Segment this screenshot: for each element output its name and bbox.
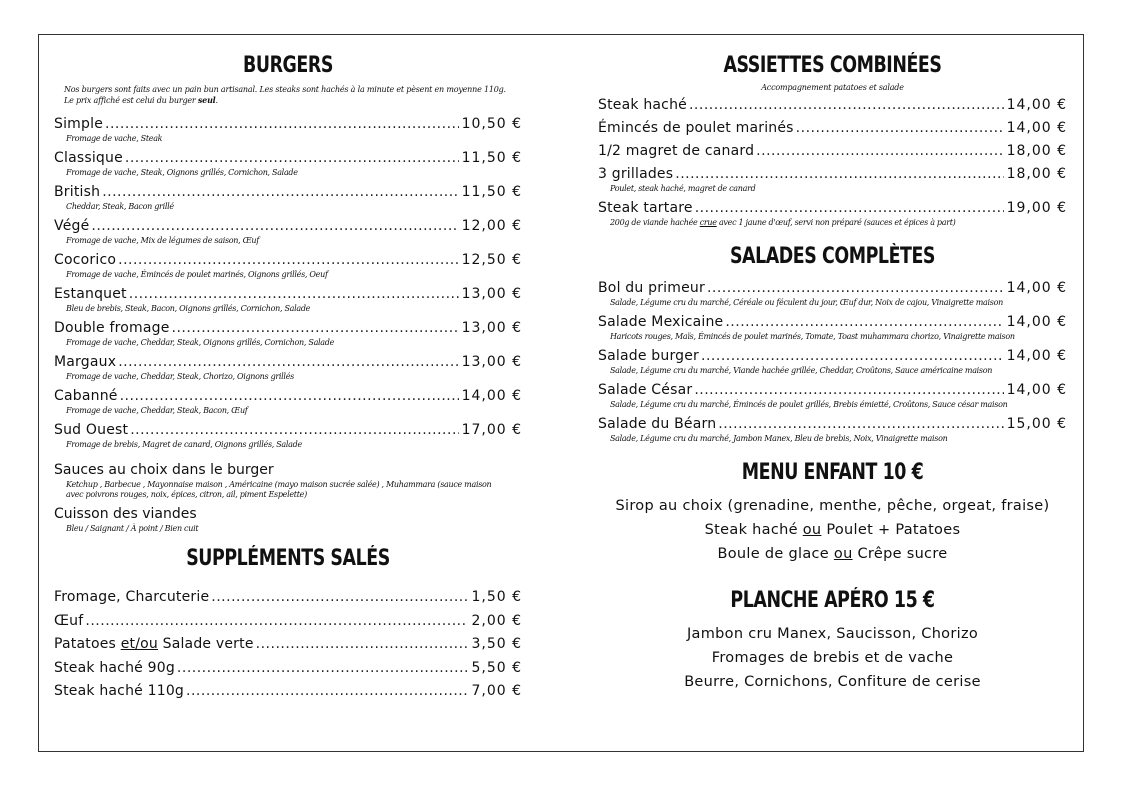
burger-price: 12,00 € xyxy=(461,218,522,234)
menu-enfant-heading: MENU ENFANT 10 € xyxy=(741,460,924,485)
burger-price: 12,50 € xyxy=(461,252,522,268)
burger-desc: Fromage de brebis, Magret de canard, Oignons grillés, Salade xyxy=(66,440,302,449)
salade-item: Salade burger ..... 14,00 € Salade, Légume cru du marché, Viande hachée grillée, Cheddar, Croûtons, Sauce américaine maison xyxy=(598,346,1067,376)
burger-item xyxy=(54,114,522,144)
salade-item: Salade César ..... 14,00 € Salade, Légume cru du marché, Émincés de poulet grillés, Brebis émietté, Croûtons, Sauce césar maison xyxy=(598,380,1067,410)
burger-desc: Bleu de brebis, Steak, Bacon, Oignons grillés, Cornichon, Salade xyxy=(66,304,311,313)
burger-name: Double fromage xyxy=(54,320,170,336)
burger-item xyxy=(54,250,522,280)
assiette-item: 1/2 magret de canard ..... 18,00 € xyxy=(598,141,1067,161)
burger-item xyxy=(54,284,522,314)
burger-price: 11,50 € xyxy=(461,150,522,166)
enfant-line-3: Boule de glace ou Crêpe sucre xyxy=(717,546,948,562)
burger-name: Estanquet xyxy=(54,286,127,302)
burgers-intro: Nos burgers sont faits avec un pain bun artisanal. Les steaks sont hachés à la minute et pèsent en moyenne 110g. Le prix affiché est celui du burger seul. xyxy=(64,85,506,105)
burger-desc: Fromage de vache, Cheddar, Steak, Oignons grillés, Cornichon, Salade xyxy=(66,338,335,347)
burger-price: 14,00 € xyxy=(461,388,522,404)
burger-price: 11,50 € xyxy=(461,184,522,200)
assiettes-subtitle: Accompagnement patatoes et salade xyxy=(761,83,904,92)
burgers-heading: BURGERS xyxy=(243,53,333,78)
burger-name: Cocorico xyxy=(54,252,117,268)
burger-name: Cabanné xyxy=(54,388,118,404)
planche-line-2: Fromages de brebis et de vache xyxy=(711,650,954,666)
salade-item: Salade du Béarn ..... 15,00 € Salade, Légume cru du marché, Jambon Manex, Bleu de brebis, Noix, Vinaigrette maison xyxy=(598,414,1067,444)
burger-desc: Fromage de vache, Steak, Oignons grillés, Cornichon, Salade xyxy=(66,168,298,177)
burger-desc: Cheddar, Steak, Bacon grillé xyxy=(66,202,174,211)
assiette-item: 3 grillades ..... 18,00 € Poulet, steak haché, magret de canard xyxy=(598,164,1067,194)
burger-name: Simple xyxy=(54,116,104,132)
burger-price: 13,00 € xyxy=(461,286,522,302)
supplements-list xyxy=(54,586,522,704)
burger-desc: Fromage de vache, Cheddar, Steak, Chorizo, Oignons grillés xyxy=(66,372,294,381)
burger-desc: Fromage de vache, Steak xyxy=(66,134,163,143)
assiette-item: Steak haché ..... 14,00 € xyxy=(598,95,1067,115)
burger-desc: Fromage de vache, Émincés de poulet marinés, Oignons grillés, Oeuf xyxy=(66,270,328,279)
burger-name: Classique xyxy=(54,150,123,166)
supplement-item: Steak haché 110g ..... 7,00 € xyxy=(54,680,522,704)
salade-item: Bol du primeur ..... 14,00 € Salade, Légume cru du marché, Céréale ou féculent du jour, Œuf dur, Noix de cajou, Vinaigrette maison xyxy=(598,278,1067,308)
supplement-item: Patatoes et/ou Salade verte ..... 3,50 € xyxy=(54,633,522,657)
assiette-item: Steak tartare ..... 19,00 € 200g de viande hachée crue avec 1 jaune d'œuf, servi non préparé (sauces et épices à part) xyxy=(598,198,1067,228)
burger-price: 17,00 € xyxy=(461,422,522,438)
burger-item xyxy=(54,352,522,382)
planche-apero-heading: PLANCHE APÉRO 15 € xyxy=(730,588,935,613)
burger-name: Végé xyxy=(54,218,90,234)
burger-item xyxy=(54,182,522,212)
supplement-item: Steak haché 90g ..... 5,50 € xyxy=(54,657,522,681)
burger-desc: Fromage de vache, Mix de légumes de saison, Œuf xyxy=(66,236,259,245)
burger-name: Sud Ouest xyxy=(54,422,129,438)
supplement-item: Fromage, Charcuterie ..... 1,50 € xyxy=(54,586,522,610)
enfant-line-2: Steak haché ou Poulet + Patatoes xyxy=(704,522,961,538)
burger-item xyxy=(54,420,522,450)
cuisson-desc: Bleu / Saignant / À point / Bien cuit xyxy=(66,524,199,533)
right-column xyxy=(598,51,1067,694)
burger-item xyxy=(54,318,522,348)
planche-line-1: Jambon cru Manex, Saucisson, Chorizo xyxy=(686,626,979,642)
supplements-heading: SUPPLÉMENTS SALÉS xyxy=(186,546,390,571)
planche-line-3: Beurre, Cornichons, Confiture de cerise xyxy=(684,674,981,690)
burger-price: 10,50 € xyxy=(461,116,522,132)
sauces-desc: Ketchup , Barbecue , Mayonnaise maison , Américaine (mayo maison sucrée salée) , Muhammara (sauce maison avec poivrons rouges, noix, épices, citron, ail, piment Espelette) xyxy=(66,480,492,499)
burger-desc: Fromage de vache, Cheddar, Steak, Bacon, Œuf xyxy=(66,406,248,415)
burger-item xyxy=(54,216,522,246)
supplement-item: Œuf ..... 2,00 € xyxy=(54,610,522,634)
burger-price: 13,00 € xyxy=(461,320,522,336)
burger-price: 13,00 € xyxy=(461,354,522,370)
salade-item: Salade Mexicaine ..... 14,00 € Haricots rouges, Maïs, Émincés de poulet marinés, Tomate, Toast muhammara chorizo, Vinaigrette maison xyxy=(598,312,1067,342)
burger-item xyxy=(54,148,522,178)
assiette-item: Émincés de poulet marinés ..... 14,00 € xyxy=(598,118,1067,138)
menu-page xyxy=(38,34,1084,752)
burger-name: Margaux xyxy=(54,354,117,370)
salades-heading: SALADES COMPLÈTES xyxy=(729,244,936,269)
sauces-title: Sauces au choix dans le burger xyxy=(54,462,274,478)
burger-item xyxy=(54,386,522,416)
cuisson-title: Cuisson des viandes xyxy=(54,506,197,522)
left-column xyxy=(54,51,522,704)
enfant-line-1: Sirop au choix (grenadine, menthe, pêche, orgeat, fraise) xyxy=(615,498,1050,514)
burger-name: British xyxy=(54,184,101,200)
assiettes-heading: ASSIETTES COMBINÉES xyxy=(723,53,942,78)
